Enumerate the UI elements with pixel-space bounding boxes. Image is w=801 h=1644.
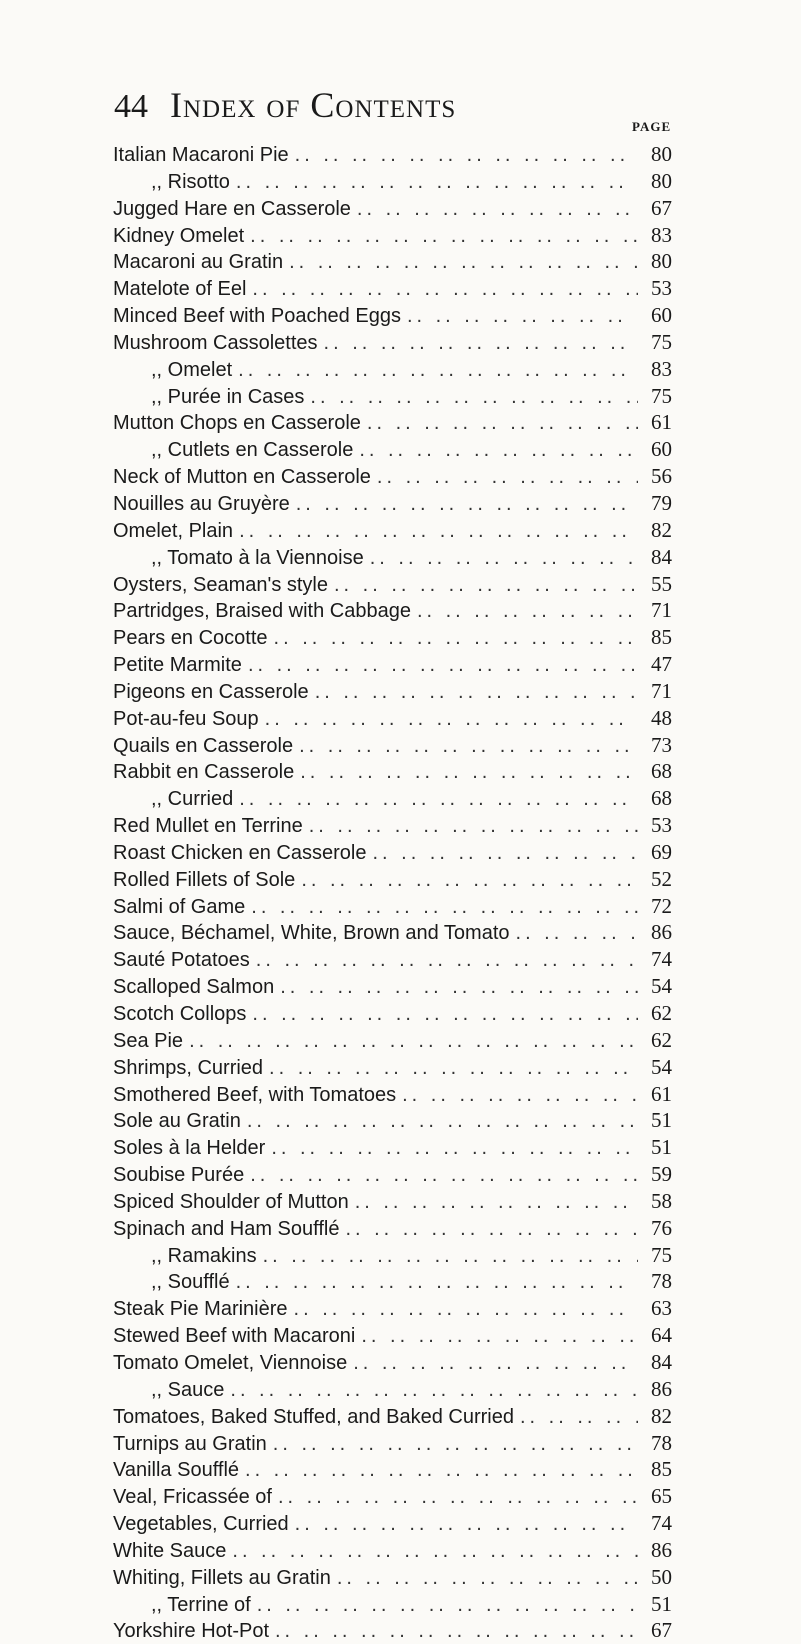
entry-title: Minced Beef with Poached Eggs (113, 305, 401, 328)
entry-title: ,, Cutlets en Casserole (151, 439, 354, 462)
entry-title: ,, Ramakins (151, 1244, 257, 1267)
entry-page-number: 54 (651, 1054, 672, 1079)
dot-leader (351, 196, 638, 222)
entry-page-number: 75 (651, 329, 672, 354)
entry-page-number: 73 (651, 732, 672, 757)
dot-leader (241, 1108, 638, 1134)
entry-title: Matelote of Eel (113, 278, 247, 301)
entry-title: Yorkshire Hot-Pot (113, 1620, 269, 1643)
dot-leader (183, 1028, 638, 1054)
index-entry (113, 356, 672, 383)
entry-title: Whiting, Fillets au Gratin (113, 1566, 331, 1589)
entry-page-number: 80 (651, 142, 672, 166)
entry-page-number: 67 (651, 195, 672, 220)
index-entry (113, 1483, 672, 1510)
dot-leader (230, 169, 638, 195)
dot-leader (289, 142, 638, 168)
entry-page-number: 48 (651, 705, 672, 730)
entry-title: ,, Soufflé (151, 1271, 230, 1294)
entry-page-number: 58 (651, 1188, 672, 1213)
entry-title: Italian Macaroni Pie (113, 144, 289, 166)
dot-leader (288, 1296, 638, 1322)
dot-leader (246, 1001, 638, 1027)
dot-leader (514, 1404, 638, 1430)
entry-page-number: 74 (651, 947, 672, 972)
entry-page-number: 68 (651, 786, 672, 811)
index-entry (113, 651, 672, 678)
entry-page-number: 71 (651, 678, 672, 703)
dot-leader (245, 894, 638, 920)
entry-page-number: 83 (651, 222, 672, 247)
entry-title: Shrimps, Curried (113, 1056, 264, 1079)
dot-leader (347, 1350, 638, 1376)
entry-title: Rabbit en Casserole (113, 761, 295, 784)
index-entry (113, 1403, 672, 1430)
entry-title: Mushroom Cassolettes (113, 331, 318, 354)
entry-title: ,, Tomato à la Viennoise (151, 546, 364, 569)
index-entry (113, 1510, 672, 1537)
index-entry (113, 544, 672, 571)
entry-page-number: 56 (651, 464, 672, 489)
dot-leader (226, 1538, 638, 1564)
dot-leader (268, 625, 638, 651)
dot-leader (293, 733, 638, 759)
dot-leader (361, 410, 638, 436)
index-entry (113, 1322, 672, 1349)
dot-leader (267, 1431, 638, 1457)
index-entry (113, 1295, 672, 1322)
dot-leader (246, 276, 638, 302)
entry-title: White Sauce (113, 1539, 227, 1562)
entry-page-number: 75 (651, 1242, 672, 1267)
entry-page-number: 64 (651, 1323, 672, 1348)
running-title: Index of Contents (170, 85, 457, 125)
index-entry (113, 597, 672, 624)
index-entry (113, 1161, 672, 1188)
dot-leader (233, 786, 638, 812)
dot-leader (339, 1216, 638, 1242)
entry-page-number: 47 (651, 652, 672, 677)
index-entry (113, 919, 672, 946)
dot-leader (396, 1082, 638, 1108)
index-entry (113, 946, 672, 973)
dot-leader (328, 572, 638, 598)
index-entry (113, 705, 672, 732)
entry-page-number: 75 (651, 383, 672, 408)
index-entry (113, 812, 672, 839)
entry-title: Partridges, Braised with Cabbage (113, 600, 411, 623)
index-entry (113, 141, 672, 168)
entry-title: Oysters, Seaman's style (113, 573, 328, 596)
dot-leader (232, 357, 638, 383)
index-entry (113, 1376, 672, 1403)
entry-page-number: 78 (651, 1430, 672, 1455)
index-entry (113, 409, 672, 436)
index-entry (113, 624, 672, 651)
entry-page-number: 51 (651, 1108, 672, 1133)
entry-page-number: 50 (651, 1564, 672, 1589)
entry-page-number: 67 (651, 1618, 672, 1643)
entry-page-number: 65 (651, 1484, 672, 1509)
entry-title: Turnips au Gratin (113, 1432, 267, 1455)
dot-leader (304, 384, 638, 410)
dot-leader (259, 706, 638, 732)
index-entry (113, 1215, 672, 1242)
entry-page-number: 74 (651, 1511, 672, 1536)
index-entry (113, 302, 672, 329)
dot-leader (294, 759, 638, 785)
entry-page-number: 85 (651, 625, 672, 650)
index-entry (113, 758, 672, 785)
dot-leader (371, 464, 638, 490)
index-entry (113, 973, 672, 1000)
index-entry (113, 678, 672, 705)
entry-page-number: 86 (651, 920, 672, 945)
entry-title: Sole au Gratin (113, 1110, 241, 1133)
entry-page-number: 61 (651, 410, 672, 435)
entry-title: Soles à la Helder (113, 1137, 266, 1160)
entry-title: Sauté Potatoes (113, 949, 250, 972)
entry-title: Roast Chicken en Casserole (113, 841, 367, 864)
index-entry (113, 517, 672, 544)
entry-title: Quails en Casserole (113, 734, 294, 757)
entry-title: Steak Pie Marinière (113, 1298, 288, 1321)
entry-page-number: 84 (651, 544, 672, 569)
entry-page-number: 85 (651, 1457, 672, 1482)
entry-title: Tomatoes, Baked Stuffed, and Baked Curried (113, 1405, 514, 1428)
index-entry (113, 490, 672, 517)
entry-page-number: 52 (651, 866, 672, 891)
index-entry (113, 1591, 672, 1618)
index-entry (113, 1564, 672, 1591)
index-entry (113, 1188, 672, 1215)
entry-title: ,, Curried (151, 788, 234, 811)
entry-title: Sauce, Béchamel, White, Brown and Tomato (113, 922, 510, 945)
entry-title: Salmi of Game (113, 895, 246, 918)
dot-leader (244, 223, 638, 249)
entry-page-number: 54 (651, 974, 672, 999)
dot-leader (349, 1189, 638, 1215)
entry-page-number: 71 (651, 598, 672, 623)
entry-title: Scotch Collops (113, 1003, 247, 1025)
dot-leader (289, 1511, 638, 1537)
entry-page-number: 51 (651, 1135, 672, 1160)
dot-leader (353, 437, 638, 463)
entry-page-number: 62 (651, 1001, 672, 1025)
index-entry (113, 1081, 672, 1108)
index-entry (113, 329, 672, 356)
entry-title: Spiced Shoulder of Mutton (113, 1190, 349, 1213)
dot-leader (510, 920, 638, 946)
dot-leader (242, 652, 638, 678)
index-entry (113, 785, 672, 812)
index-entry (113, 195, 672, 222)
entry-title: ,, Purée in Cases (151, 385, 305, 408)
entry-page-number: 86 (651, 1376, 672, 1401)
index-entry (113, 275, 672, 302)
dot-leader (355, 1323, 638, 1349)
entry-title: Rolled Fillets of Sole (113, 868, 296, 891)
entry-title: Pot-au-feu Soup (113, 707, 259, 730)
index-entry (113, 168, 672, 195)
index-entry (113, 1242, 672, 1269)
dot-leader (265, 1135, 638, 1161)
dot-leader (274, 974, 638, 1000)
dot-leader (272, 1484, 638, 1510)
entry-title: Vanilla Soufflé (113, 1459, 240, 1482)
dot-leader (295, 867, 638, 893)
dot-leader (290, 491, 638, 517)
dot-leader (309, 679, 638, 705)
entry-page-number: 69 (651, 839, 672, 864)
index-entry (113, 1000, 672, 1027)
index-entry (113, 1617, 672, 1644)
entry-page-number: 80 (651, 249, 672, 274)
page-number: 44 (114, 88, 148, 125)
index-entry (113, 571, 672, 598)
dot-leader (251, 1592, 638, 1618)
dot-leader (364, 545, 638, 571)
entry-title: Smothered Beef, with Tomatoes (113, 1083, 397, 1106)
index-entry (113, 436, 672, 463)
dot-leader (224, 1377, 638, 1403)
entry-title: Nouilles au Gruyère (113, 492, 290, 515)
dot-leader (233, 518, 638, 544)
entry-page-number: 68 (651, 759, 672, 784)
index-entry-list (113, 141, 672, 1644)
dot-leader (401, 303, 638, 329)
entry-title: Spinach and Ham Soufflé (113, 1217, 340, 1240)
index-entry (113, 248, 672, 275)
index-entry (113, 1430, 672, 1457)
index-entry (113, 1537, 672, 1564)
entry-title: Pigeons en Casserole (113, 680, 309, 703)
index-entry (113, 1134, 672, 1161)
entry-page-number: 76 (651, 1215, 672, 1240)
entry-title: Vegetables, Curried (113, 1513, 289, 1536)
entry-title: ,, Risotto (151, 170, 230, 193)
entry-title: Veal, Fricassée of (113, 1486, 272, 1509)
entry-page-number: 60 (651, 303, 672, 328)
index-entry (113, 866, 672, 893)
dot-leader (303, 813, 638, 839)
index-entry (113, 1268, 672, 1295)
entry-title: Kidney Omelet (113, 224, 245, 247)
entry-title: Jugged Hare en Casserole (113, 197, 351, 220)
entry-page-number: 55 (651, 571, 672, 596)
entry-page-number: 60 (651, 437, 672, 462)
entry-title: Soubise Purée (113, 1164, 245, 1187)
entry-title: Mutton Chops en Casserole (113, 412, 361, 435)
dot-leader (239, 1457, 638, 1483)
dot-leader (318, 330, 638, 356)
entry-page-number: 84 (651, 1349, 672, 1374)
dot-leader (269, 1618, 638, 1644)
dot-leader (411, 598, 638, 624)
entry-title: ,, Omelet (151, 358, 233, 381)
dot-leader (331, 1565, 638, 1591)
entry-page-number: 80 (651, 168, 672, 193)
entry-page-number: 62 (651, 1027, 672, 1052)
entry-page-number: 72 (651, 893, 672, 918)
entry-title: Omelet, Plain (113, 519, 234, 542)
index-entry (113, 1027, 672, 1054)
entry-page-number: 61 (651, 1081, 672, 1106)
entry-title: Tomato Omelet, Viennoise (113, 1351, 348, 1374)
entry-page-number: 59 (651, 1162, 672, 1187)
entry-title: Macaroni au Gratin (113, 251, 284, 274)
entry-page-number: 51 (651, 1591, 672, 1616)
index-entry (113, 463, 672, 490)
dot-leader (263, 1055, 638, 1081)
entry-page-number: 63 (651, 1296, 672, 1321)
index-entry (113, 222, 672, 249)
index-entry (113, 893, 672, 920)
entry-page-number: 53 (651, 276, 672, 301)
dot-leader (366, 840, 638, 866)
entry-title: ,, Terrine of (151, 1593, 251, 1616)
page-column-heading: PAGE (632, 119, 672, 134)
entry-page-number: 83 (651, 356, 672, 381)
entry-page-number: 82 (651, 517, 672, 542)
entry-title: Red Mullet en Terrine (113, 815, 303, 838)
index-entry (113, 1107, 672, 1134)
entry-title: Neck of Mutton en Casserole (113, 466, 371, 489)
index-entry (113, 1349, 672, 1376)
index-entry (113, 732, 672, 759)
entry-title: Stewed Beef with Macaroni (113, 1325, 356, 1348)
entry-title: Pears en Cocotte (113, 627, 268, 650)
index-entry (113, 1054, 672, 1081)
dot-leader (283, 249, 638, 275)
entry-page-number: 82 (651, 1403, 672, 1428)
page-header (114, 84, 674, 128)
dot-leader (230, 1269, 638, 1295)
dot-leader (244, 1162, 638, 1188)
entry-page-number: 79 (651, 490, 672, 515)
entry-page-number: 86 (651, 1537, 672, 1562)
dot-leader (250, 947, 638, 973)
entry-title: Scalloped Salmon (113, 976, 275, 999)
entry-page-number: 53 (651, 813, 672, 838)
entry-title: Sea Pie (113, 1029, 184, 1052)
entry-title: Petite Marmite (113, 654, 242, 677)
dot-leader (257, 1243, 638, 1269)
index-entry (113, 383, 672, 410)
entry-page-number: 78 (651, 1269, 672, 1294)
entry-title: ,, Sauce (151, 1378, 225, 1401)
index-entry (113, 839, 672, 866)
